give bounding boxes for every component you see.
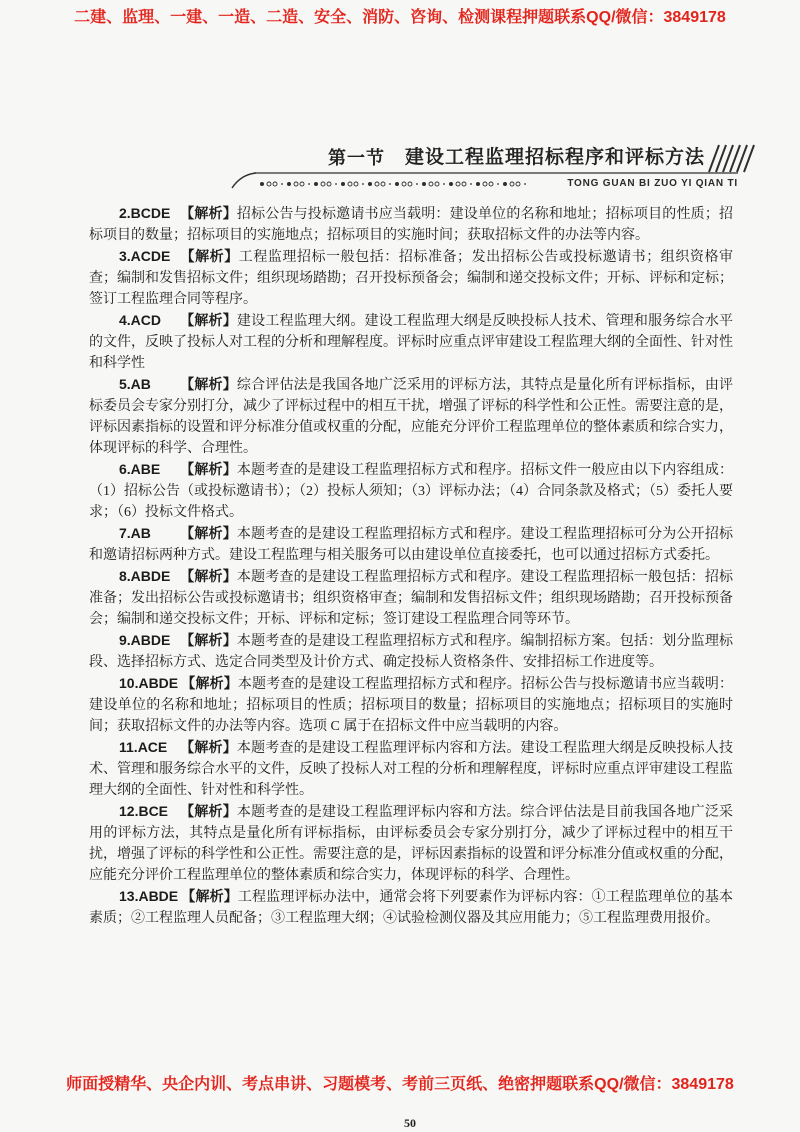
ornament-dot (395, 182, 399, 186)
dot-ornament-row (260, 182, 526, 186)
analysis-text: 建设工程监理大纲。建设工程监理大纲是反映投标人技术、管理和服务综合水平的文件，反映了投标人对工程的分析和理解程度。评标时应重点评审建设工程监理大纲的全面性、针对性和科学性 (89, 314, 734, 371)
analysis-tag: 【解析】 (180, 739, 237, 755)
ornament-dot (449, 182, 453, 186)
answer-entry (89, 523, 733, 566)
analysis-text: 招标公告与投标邀请书应当载明：建设单位的名称和地址；招标项目的性质；招标项目的数量；招标项目的实施地点；招标项目的实施时间；获取招标文件的办法等内容。 (89, 207, 734, 243)
ornament-dot (422, 182, 426, 186)
answer-key: 4.ACD (119, 312, 162, 328)
analysis-text: 本题考查的是建设工程监理招标方式和程序。招标文件一般应由以下内容组成：（1）招标公告（或投标邀请书）；（2）投标人须知；（3）评标办法；（4）合同条款及格式；（5）委托人要求；（6）投标文件格式。 (89, 463, 734, 520)
analysis-tag: 【解析】 (180, 312, 237, 328)
answer-key: 3.ACDE (119, 248, 171, 264)
analysis-tag: 【解析】 (180, 803, 237, 819)
ornament-dot (300, 182, 304, 186)
ornament-dot (260, 182, 264, 186)
ornament-dot (476, 182, 480, 186)
analysis-text: 本题考查的是建设工程监理评标内容和方法。综合评估法是目前我国各地广泛采用的评标方法，其特点是量化所有评标指标，由评标委员会专家分别打分，减少了评标过程中的相互干扰，增强了评标的科学性和公正性。需要注意的是，评标因素指标的设置和评分标准分值或权重的分配，应能充分评价工程监理单位的整体素质和综合实力，体现评标的科学、合理性。 (89, 805, 734, 883)
ornament-dot (267, 182, 271, 186)
ornament-dot (416, 183, 418, 185)
ornament-dot (381, 182, 385, 186)
answer-entry (89, 673, 733, 737)
analysis-tag: 【解析】 (181, 888, 238, 904)
ornament-dot (443, 183, 445, 185)
answer-key: 8.ABDE (119, 568, 171, 584)
ornament-dot (524, 183, 526, 185)
ornament-dot (456, 182, 460, 186)
ornament-dot (497, 183, 499, 185)
answer-entry (89, 886, 733, 929)
ornament-dot (327, 182, 331, 186)
ornament-dot (362, 183, 364, 185)
ornament-dot (354, 182, 358, 186)
analysis-text: 本题考查的是建设工程监理招标方式和程序。招标公告与投标邀请书应当载明：建设单位的名称和地址；招标项目的性质；招标项目的数量；招标项目的实施地点；招标项目的实施时间；获取招标文件的办法等内容。选项 C 属于在招标文件中应当载明的内容。 (89, 677, 734, 734)
ornament-dot (341, 182, 345, 186)
title-swoosh (232, 173, 256, 188)
ornament-dot (429, 182, 433, 186)
analysis-text: 综合评估法是我国各地广泛采用的评标方法，其特点是量化所有评标指标，由评标委员会专家分别打分，减少了评标过程中的相互干扰，增强了评标的科学性和公正性。需要注意的是，评标因素指标的设置和评分标准分值或权重的分配，应能充分评价工程监理单位的整体素质和综合实力，体现评标的科学、合理性。 (89, 378, 734, 456)
ornament-dot (314, 182, 318, 186)
answer-key: 9.ABDE (119, 632, 171, 648)
analysis-text: 本题考查的是建设工程监理招标方式和程序。建设工程监理招标一般包括：招标准备；发出招标公告或投标邀请书；组织资格审查；编制和发售招标文件；组织现场踏勘；召开投标预备会；编制和递交投标文件；开标、评标和定标；签订建设工程监理合同等环节。 (89, 570, 734, 627)
top-promo-banner: 二建、监理、一建、一造、二造、安全、消防、咨询、检测课程押题联系QQ/微信：3849178 (74, 9, 726, 26)
ornament-dot (435, 182, 439, 186)
answer-key: 11.ACE (119, 739, 168, 755)
analysis-text: 本题考查的是建设工程监理招标方式和程序。建设工程监理招标可分为公开招标和邀请招标两种方式。建设工程监理与相关服务可以由建设单位直接委托，也可以通过招标方式委托。 (89, 527, 734, 563)
ornament-dot (335, 183, 337, 185)
analysis-tag: 【解析】 (180, 248, 239, 264)
ornament-dot (273, 182, 277, 186)
answer-entry (89, 374, 733, 459)
analysis-text: 工程监理招标一般包括：招标准备；发出招标公告或投标邀请书；组织资格审查；编制和发售招标文件；组织现场踏勘；召开投标预备会；编制和递交投标文件；开标、评标和定标；签订工程监理合同等程序。 (89, 250, 734, 307)
ornament-dot (402, 182, 406, 186)
answer-key: 7.AB (119, 525, 151, 541)
answer-key: 6.ABE (119, 461, 161, 477)
analysis-tag: 【解析】 (180, 525, 237, 541)
ornament-dot (462, 182, 466, 186)
ornament-dot (348, 182, 352, 186)
ornament-dot (516, 182, 520, 186)
ornament-dot (470, 183, 472, 185)
analysis-tag: 【解析】 (180, 568, 237, 584)
analysis-tag: 【解析】 (181, 675, 238, 691)
ornament-dot (503, 182, 507, 186)
ornament-dot (294, 182, 298, 186)
analysis-text: 工程监理评标办法中，通常会将下列要素作为评标内容：①工程监理单位的基本素质；②工程监理人员配备；③工程监理大纲；④试验检测仪器及其应用能力；⑤工程监理费用报价。 (89, 890, 734, 926)
analysis-tag: 【解析】 (180, 376, 237, 392)
answer-entry (89, 246, 733, 310)
answer-list (89, 203, 733, 929)
ornament-dot (375, 182, 379, 186)
ornament-dot (483, 182, 487, 186)
ornament-dot (389, 183, 391, 185)
ornament-dot (408, 182, 412, 186)
analysis-tag: 【解析】 (180, 205, 237, 221)
section-subtitle: TONG GUAN BI ZUO YI QIAN TI (567, 178, 738, 189)
analysis-tag: 【解析】 (180, 461, 237, 477)
ornament-dot (510, 182, 514, 186)
page-number: 50 (404, 1116, 416, 1130)
answer-entry (89, 310, 733, 374)
answer-entry (89, 737, 733, 801)
answer-key: 13.ABDE (119, 888, 179, 904)
ornament-dot (489, 182, 493, 186)
answer-key: 10.ABDE (119, 675, 179, 691)
answer-entry (89, 630, 733, 673)
answer-key: 2.BCDE (119, 205, 171, 221)
answer-entry (89, 801, 733, 886)
ornament-dot (281, 183, 283, 185)
ornament-dot (308, 183, 310, 185)
analysis-tag: 【解析】 (180, 632, 237, 648)
answer-key: 5.AB (119, 376, 151, 392)
answer-entry (89, 566, 733, 630)
ornament-dot (287, 182, 291, 186)
answer-entry (89, 459, 733, 523)
ornament-dot (368, 182, 372, 186)
answer-key: 12.BCE (119, 803, 169, 819)
analysis-text: 本题考查的是建设工程监理招标方式和程序。编制招标方案。包括：划分监理标段、选择招标方式、选定合同类型及计价方式、确定投标人资格条件、安排招标工作进度等。 (89, 634, 734, 670)
ornament-dot (321, 182, 325, 186)
section-title: 建设工程监理招标程序和评标方法 (405, 147, 706, 168)
answer-entry (89, 203, 733, 246)
section-number: 第一节 (328, 148, 385, 168)
bottom-promo-banner: 师面授精华、央企内训、考点串讲、习题模考、考前三页纸、绝密押题联系QQ/微信：3849178 (66, 1076, 734, 1093)
analysis-text: 本题考查的是建设工程监理评标内容和方法。建设工程监理大纲是反映投标人技术、管理和服务综合水平的文件，反映了投标人对工程的分析和理解程度，评标时应重点评审建设工程监理大纲的全面性、针对性和科学性。 (89, 741, 734, 798)
